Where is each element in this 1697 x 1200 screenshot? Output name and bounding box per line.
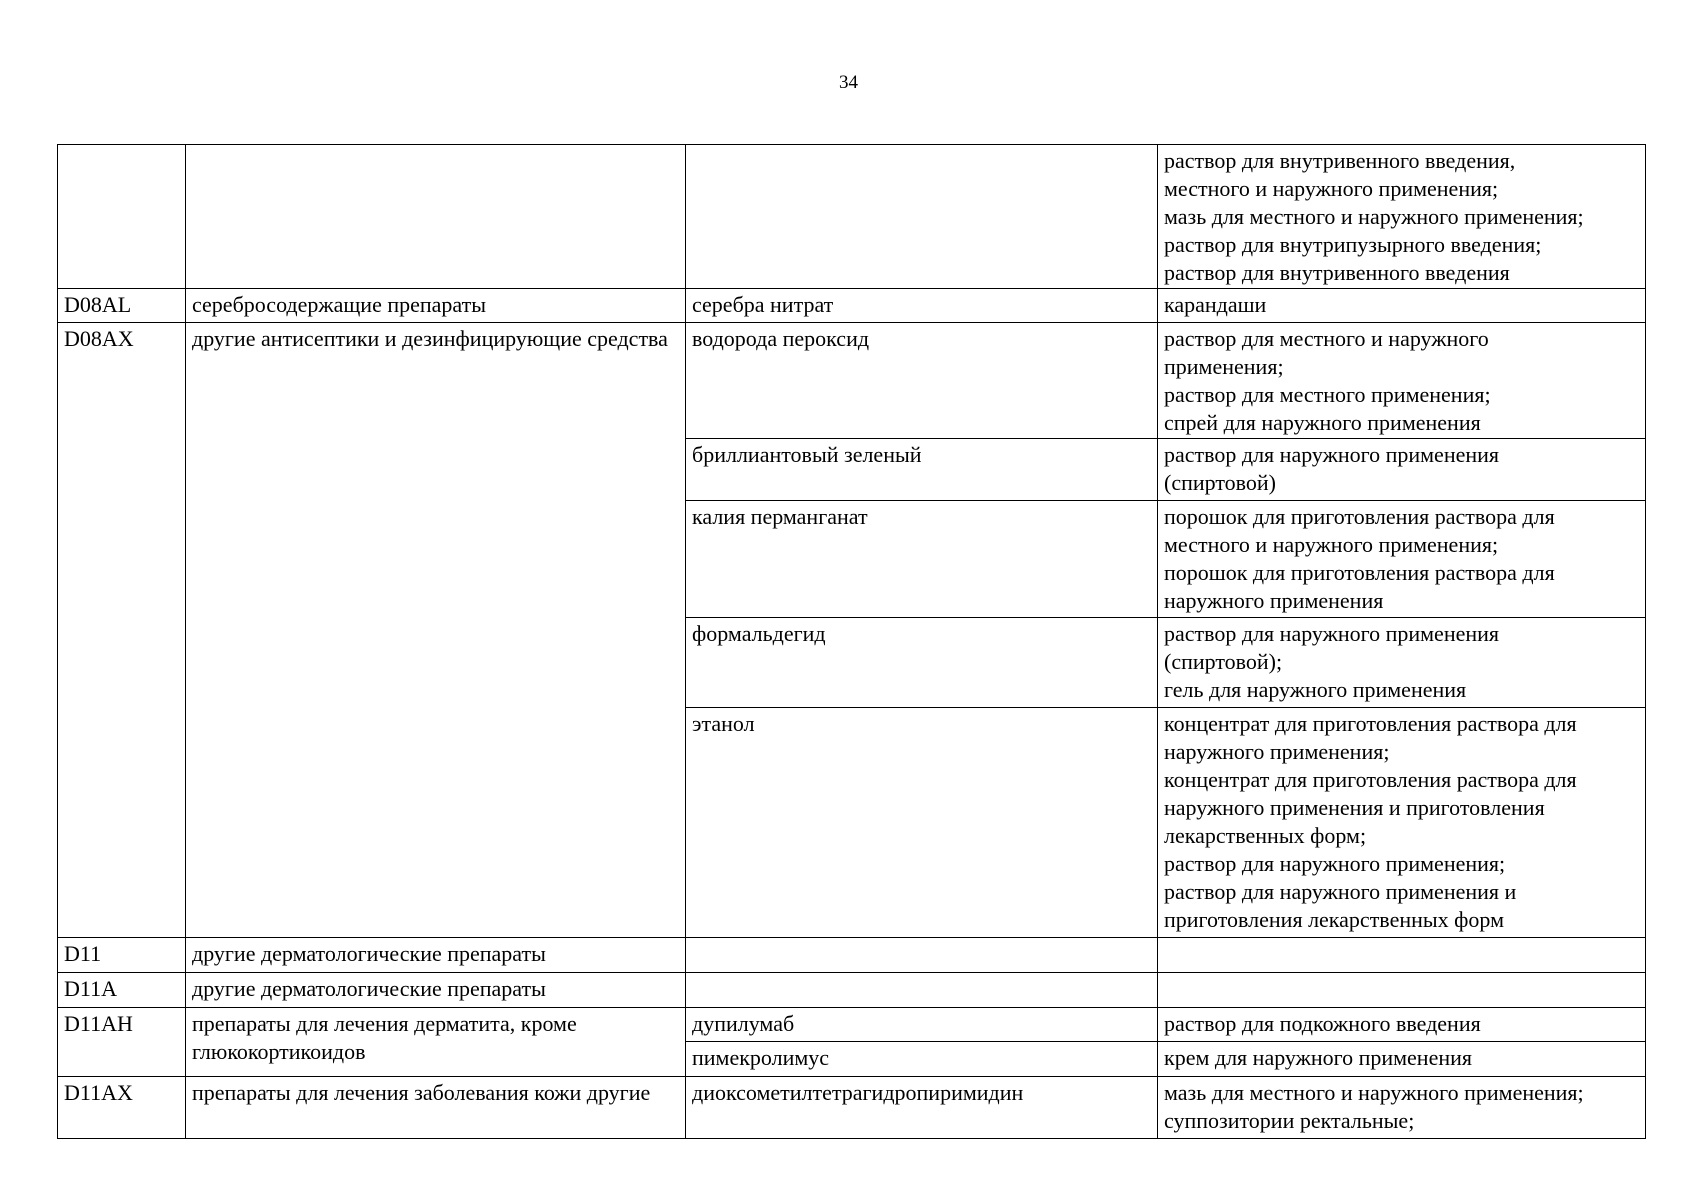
dosage-form-cell (1158, 938, 1646, 973)
dosage-form-cell (1158, 973, 1646, 1008)
dosage-form-cell (1158, 708, 1646, 938)
group-cell: препараты для лечения заболевания кожи другие (186, 1077, 686, 1139)
dosage-form-line: наружного применения и приготовления (1164, 795, 1545, 820)
table-row (58, 289, 1646, 323)
table-row (58, 323, 1646, 439)
dosage-form-line: карандаши (1164, 292, 1267, 317)
dosage-form-line: раствор для местного и наружного (1164, 326, 1489, 351)
drug-name-cell (686, 145, 1158, 289)
drug-name-cell: бриллиантовый зеленый (686, 439, 1158, 501)
atc-code-cell: D11A (58, 973, 186, 1008)
drug-name-cell (686, 973, 1158, 1008)
group-cell: другие антисептики и дезинфицирующие средства (186, 323, 686, 938)
drug-name-cell (686, 938, 1158, 973)
dosage-form-line: раствор для наружного применения и (1164, 879, 1517, 904)
dosage-form-line: наружного применения; (1164, 739, 1390, 764)
drug-name-cell: пимекролимус (686, 1042, 1158, 1077)
dosage-form-line: концентрат для приготовления раствора для (1164, 767, 1577, 792)
drug-name-cell: дупилумаб (686, 1008, 1158, 1042)
group-cell: другие дерматологические препараты (186, 938, 686, 973)
dosage-form-cell (1158, 618, 1646, 708)
dosage-form-cell (1158, 1008, 1646, 1042)
table-row (58, 145, 1646, 289)
dosage-form-line: раствор для местного применения; (1164, 382, 1491, 407)
dosage-form-line: применения; (1164, 354, 1284, 379)
group-cell: препараты для лечения дерматита, кроме глюкокортикоидов (186, 1008, 686, 1077)
atc-code-cell: D11AX (58, 1077, 186, 1139)
dosage-form-line: (спиртовой) (1164, 470, 1277, 495)
drug-name-cell: водорода пероксид (686, 323, 1158, 439)
dosage-form-line: порошок для приготовления раствора для (1164, 504, 1555, 529)
dosage-form-line: суппозитории ректальные; (1164, 1108, 1415, 1133)
dosage-form-line: гель для наружного применения (1164, 677, 1467, 702)
drug-name-cell: калия перманганат (686, 501, 1158, 618)
table-row (58, 973, 1646, 1008)
dosage-form-line: спрей для наружного применения (1164, 410, 1481, 435)
group-cell: другие дерматологические препараты (186, 973, 686, 1008)
dosage-form-line: (спиртовой); (1164, 649, 1283, 674)
dosage-form-line: мазь для местного и наружного применения; (1164, 204, 1584, 229)
drug-table (57, 144, 1646, 1139)
dosage-form-line: местного и наружного применения; (1164, 532, 1499, 557)
atc-code-cell: D11 (58, 938, 186, 973)
dosage-form-cell (1158, 439, 1646, 501)
dosage-form-line: раствор для наружного применения (1164, 621, 1500, 646)
dosage-form-line: порошок для приготовления раствора для (1164, 560, 1555, 585)
dosage-form-line: раствор для наружного применения; (1164, 851, 1506, 876)
atc-code-cell: D08AL (58, 289, 186, 323)
dosage-form-line: раствор для внутривенного введения (1164, 260, 1510, 285)
dosage-form-line: приготовления лекарственных форм (1164, 907, 1505, 932)
dosage-form-cell (1158, 1042, 1646, 1077)
dosage-form-cell (1158, 501, 1646, 618)
table-row (58, 938, 1646, 973)
dosage-form-line: местного и наружного применения; (1164, 176, 1499, 201)
dosage-form-line: наружного применения (1164, 588, 1384, 613)
atc-code-cell: D11AH (58, 1008, 186, 1077)
atc-code-cell: D08AX (58, 323, 186, 938)
dosage-form-cell (1158, 289, 1646, 323)
dosage-form-cell (1158, 145, 1646, 289)
dosage-form-line: концентрат для приготовления раствора для (1164, 711, 1577, 736)
dosage-form-cell (1158, 1077, 1646, 1139)
table-row (58, 1008, 1646, 1042)
page-number: 34 (839, 72, 858, 93)
drug-name-cell: формальдегид (686, 618, 1158, 708)
dosage-form-line: мазь для местного и наружного применения; (1164, 1080, 1584, 1105)
group-cell (186, 145, 686, 289)
drug-name-cell: этанол (686, 708, 1158, 938)
atc-code-cell (58, 145, 186, 289)
dosage-form-line: раствор для внутрипузырного введения; (1164, 232, 1542, 257)
table-row (58, 1077, 1646, 1139)
dosage-form-line: крем для наружного применения (1164, 1045, 1473, 1070)
drug-name-cell: диоксометилтетрагидропиримидин (686, 1077, 1158, 1139)
dosage-form-cell (1158, 323, 1646, 439)
dosage-form-line: раствор для подкожного введения (1164, 1011, 1481, 1036)
group-cell: серебросодержащие препараты (186, 289, 686, 323)
dosage-form-line: раствор для внутривенного введения, (1164, 148, 1516, 173)
dosage-form-line: лекарственных форм; (1164, 823, 1367, 848)
dosage-form-line: раствор для наружного применения (1164, 442, 1500, 467)
drug-name-cell: серебра нитрат (686, 289, 1158, 323)
